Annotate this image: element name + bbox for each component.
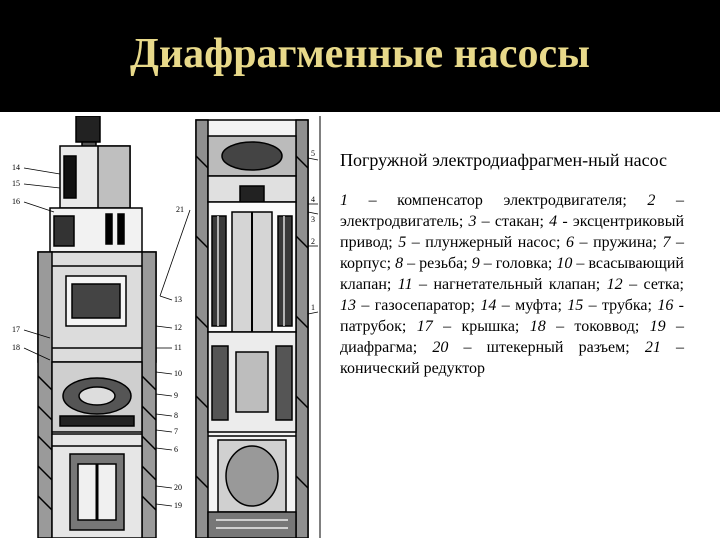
legend-number: 8 xyxy=(395,255,404,272)
callouts-left xyxy=(12,163,20,352)
legend-label: – компенсатор электродвигателя; xyxy=(348,192,648,209)
legend-label: – муфта; xyxy=(496,297,568,314)
legend-label: – газосепаратор; xyxy=(356,297,481,314)
legend-label: - эксцентриковый привод; xyxy=(340,213,685,251)
legend-label: – штекерный разъем; xyxy=(448,339,645,356)
callout-12: 12 xyxy=(174,323,182,332)
legend-number: 9 xyxy=(471,255,480,272)
legend-label: – резьба; xyxy=(403,255,472,272)
description-block xyxy=(340,148,684,379)
callout-8: 8 xyxy=(174,411,178,420)
callout-7: 7 xyxy=(174,427,178,436)
legend-number: 10 xyxy=(556,255,573,272)
legend-number: 5 xyxy=(398,234,407,251)
callouts-right xyxy=(311,149,315,312)
legend-number: 1 xyxy=(340,192,348,209)
callout-1: 1 xyxy=(311,303,315,312)
title-bar xyxy=(0,0,720,112)
legend-number: 15 xyxy=(567,297,584,314)
legend-number: 21 xyxy=(644,339,661,356)
pump-heading: Погружной электродиафрагмен-ный насос xyxy=(340,150,668,170)
callout-15: 15 xyxy=(12,179,20,188)
callout-2: 2 xyxy=(311,237,315,246)
callout-16: 16 xyxy=(12,197,20,206)
callout-10: 10 xyxy=(174,369,182,378)
callout-6: 6 xyxy=(174,445,178,454)
callout-9: 9 xyxy=(174,391,178,400)
callout-14: 14 xyxy=(12,163,20,172)
callout-4: 4 xyxy=(311,195,315,204)
pump-cross-section-drawing xyxy=(10,116,330,538)
legend-number: 6 xyxy=(566,234,574,251)
legend-number: 12 xyxy=(606,276,623,293)
callout-5: 5 xyxy=(311,149,315,158)
legend-number: 20 xyxy=(432,339,449,356)
legend-label: – корпус; xyxy=(340,234,684,272)
legend-number: 2 xyxy=(647,192,656,209)
callout-21: 21 xyxy=(176,205,184,214)
legend-number: 19 xyxy=(649,318,666,335)
legend-number: 4 xyxy=(549,213,558,230)
legend-number: 14 xyxy=(480,297,497,314)
legend-number: 18 xyxy=(529,318,546,335)
legend-number: 13 xyxy=(340,297,356,314)
right-assembly xyxy=(196,120,308,538)
legend-number: 17 xyxy=(416,318,433,335)
legend-label: – головка; xyxy=(479,255,557,272)
legend-number: 7 xyxy=(662,234,671,251)
legend-label: – конический редуктор xyxy=(340,339,685,377)
left-assembly xyxy=(38,116,156,538)
legend-number: 3 xyxy=(468,213,477,230)
legend-label: – трубка; xyxy=(583,297,658,314)
legend-label: – пружина; xyxy=(574,234,663,251)
callout-18: 18 xyxy=(12,343,20,352)
legend-label: - патрубок; xyxy=(340,297,684,335)
callout-19: 19 xyxy=(174,501,182,510)
legend-label: – крышка; xyxy=(432,318,530,335)
callout-3: 3 xyxy=(311,215,315,224)
legend-label: – сетка; xyxy=(622,276,684,293)
legend-label: – нагнетательный клапан; xyxy=(412,276,607,293)
parts-legend xyxy=(340,190,684,379)
legend-label: – диафрагма; xyxy=(340,318,685,356)
callout-13: 13 xyxy=(174,295,182,304)
slide-title: Диафрагменные насосы xyxy=(130,31,590,77)
legend-label: – плунжерный насос; xyxy=(406,234,566,251)
callout-17: 17 xyxy=(12,325,20,334)
legend-label: – электродвигатель; xyxy=(340,192,684,230)
legend-number: 16 xyxy=(657,297,674,314)
legend-number: 11 xyxy=(397,276,413,293)
legend-label: – всасывающий клапан; xyxy=(340,255,684,293)
legend-label: – токоввод; xyxy=(545,318,650,335)
legend-label: – стакан; xyxy=(476,213,550,230)
callout-20: 20 xyxy=(174,483,182,492)
callout-11: 11 xyxy=(174,343,182,352)
